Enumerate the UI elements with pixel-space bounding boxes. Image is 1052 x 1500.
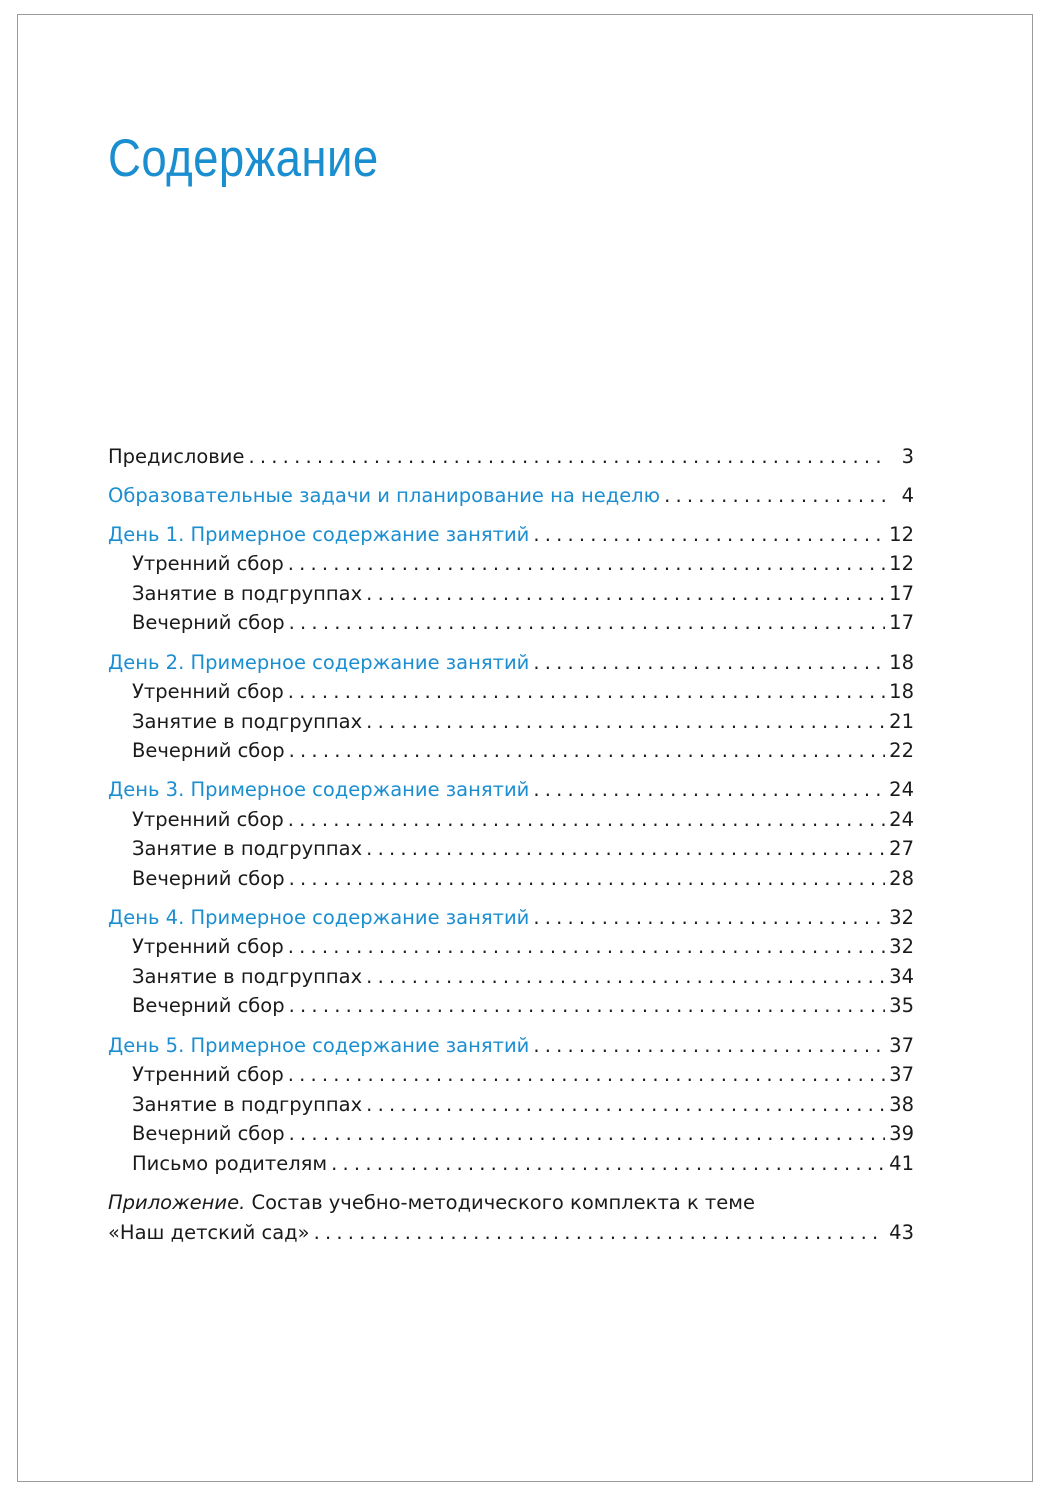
toc-entry-label: Утренний сбор bbox=[132, 935, 284, 958]
toc-page-number: 34 bbox=[889, 965, 914, 988]
toc-entry-day-4-subgroups[interactable] bbox=[132, 964, 914, 990]
toc-entry-label: Утренний сбор bbox=[132, 680, 284, 703]
toc-entry-day-4-evening[interactable] bbox=[132, 993, 914, 1019]
toc-entry-label: Вечерний сбор bbox=[132, 739, 285, 762]
toc-entry-letter-to-parents[interactable] bbox=[132, 1151, 914, 1177]
toc-entry-label: День 2. Примерное содержание занятий bbox=[108, 651, 530, 674]
toc-page-number: 32 bbox=[889, 906, 914, 929]
toc-page-number: 17 bbox=[889, 582, 914, 605]
toc-leader-dots bbox=[533, 522, 885, 548]
toc-page-number: 28 bbox=[889, 867, 914, 890]
toc-entry-label: Занятие в подгруппах bbox=[132, 965, 363, 988]
toc-leader-dots bbox=[289, 1121, 886, 1147]
toc-entry-label: Вечерний сбор bbox=[132, 611, 285, 634]
toc-entry-label: Вечерний сбор bbox=[132, 1122, 285, 1145]
appendix-description: Состав учебно-методического комплекта к теме bbox=[251, 1191, 755, 1214]
toc-leader-dots bbox=[288, 679, 885, 705]
toc-page-number: 17 bbox=[889, 611, 914, 634]
appendix-prefix: Приложение. bbox=[108, 1191, 246, 1214]
toc-page-number: 24 bbox=[889, 808, 914, 831]
toc-entry-label: Утренний сбор bbox=[132, 1063, 284, 1086]
toc-entry-day-5-subgroups[interactable] bbox=[132, 1092, 914, 1118]
page-title: Содержание bbox=[108, 129, 379, 188]
toc-page-number: 12 bbox=[889, 523, 914, 546]
toc-leader-dots bbox=[289, 738, 886, 764]
toc-leader-dots bbox=[366, 964, 885, 990]
toc-entry-day-2-subgroups[interactable] bbox=[132, 709, 914, 735]
toc-entry-day-3-morning[interactable] bbox=[132, 807, 914, 833]
toc-page-number: 21 bbox=[889, 710, 914, 733]
toc-leader-dots bbox=[533, 1033, 885, 1059]
toc-entry-tasks[interactable] bbox=[108, 483, 914, 509]
toc-entry-day-1-subgroups[interactable] bbox=[132, 581, 914, 607]
toc-page-number: 12 bbox=[889, 552, 914, 575]
toc-page-number: 3 bbox=[901, 445, 914, 468]
toc-leader-dots bbox=[366, 836, 885, 862]
toc-appendix-line-2[interactable] bbox=[108, 1220, 914, 1246]
toc-leader-dots bbox=[331, 1151, 885, 1177]
toc-entry-day-1[interactable] bbox=[108, 522, 914, 548]
toc-entry-day-2-morning[interactable] bbox=[132, 679, 914, 705]
toc-entry-day-2[interactable] bbox=[108, 650, 914, 676]
toc-entry-day-4-morning[interactable] bbox=[132, 934, 914, 960]
toc-page-number: 35 bbox=[889, 994, 914, 1017]
toc-appendix-line-1[interactable] bbox=[108, 1190, 755, 1216]
toc-leader-dots bbox=[366, 1092, 885, 1118]
toc-leader-dots bbox=[288, 1062, 885, 1088]
toc-page-number: 39 bbox=[889, 1122, 914, 1145]
toc-leader-dots bbox=[533, 905, 885, 931]
toc-entry-day-3-evening[interactable] bbox=[132, 866, 914, 892]
toc-leader-dots bbox=[533, 650, 885, 676]
toc-page-number: 18 bbox=[889, 680, 914, 703]
toc-page-number: 27 bbox=[889, 837, 914, 860]
toc-entry-label: Образовательные задачи и планирование на неделю bbox=[108, 484, 661, 507]
toc-page-number: 18 bbox=[889, 651, 914, 674]
toc-entry-day-3[interactable] bbox=[108, 777, 914, 803]
toc-entry-label: День 1. Примерное содержание занятий bbox=[108, 523, 530, 546]
toc-leader-dots bbox=[289, 993, 886, 1019]
toc-leader-dots bbox=[366, 581, 885, 607]
toc-page-number: 22 bbox=[889, 739, 914, 762]
toc-entry-label: Вечерний сбор bbox=[132, 994, 285, 1017]
toc-entry-label: Занятие в подгруппах bbox=[132, 710, 363, 733]
toc-entry-day-2-evening[interactable] bbox=[132, 738, 914, 764]
toc-leader-dots bbox=[533, 777, 885, 803]
toc-entry-day-5-evening[interactable] bbox=[132, 1121, 914, 1147]
toc-page-number: 37 bbox=[889, 1034, 914, 1057]
toc-page-number: 32 bbox=[889, 935, 914, 958]
toc-entry-day-5-morning[interactable] bbox=[132, 1062, 914, 1088]
toc-entry-label: «Наш детский сад» bbox=[108, 1221, 310, 1244]
toc-entry-label: День 3. Примерное содержание занятий bbox=[108, 778, 530, 801]
toc-page-number: 37 bbox=[889, 1063, 914, 1086]
toc-entry-day-1-evening[interactable] bbox=[132, 610, 914, 636]
toc-entry-label: Занятие в подгруппах bbox=[132, 837, 363, 860]
toc-page-number: 41 bbox=[889, 1152, 914, 1175]
toc-leader-dots bbox=[288, 934, 885, 960]
toc-leader-dots bbox=[288, 551, 885, 577]
toc-entry-label: Вечерний сбор bbox=[132, 867, 285, 890]
toc-entry-label: Занятие в подгруппах bbox=[132, 582, 363, 605]
toc-leader-dots bbox=[314, 1220, 886, 1246]
toc-leader-dots bbox=[664, 483, 888, 509]
toc-page-number: 43 bbox=[889, 1221, 914, 1244]
toc-entry-label: Предисловие bbox=[108, 445, 245, 468]
toc-leader-dots bbox=[289, 610, 886, 636]
toc-entry-label: Занятие в подгруппах bbox=[132, 1093, 363, 1116]
toc-entry-label: Утренний сбор bbox=[132, 808, 284, 831]
toc-entry-label: День 4. Примерное содержание занятий bbox=[108, 906, 530, 929]
toc-entry-day-4[interactable] bbox=[108, 905, 914, 931]
toc-entry-label: День 5. Примерное содержание занятий bbox=[108, 1034, 530, 1057]
toc-entry-label: Утренний сбор bbox=[132, 552, 284, 575]
toc-leader-dots bbox=[288, 807, 885, 833]
toc-page-number: 38 bbox=[889, 1093, 914, 1116]
toc-page-number: 4 bbox=[901, 484, 914, 507]
toc-entry-label: Письмо родителям bbox=[132, 1152, 328, 1175]
toc-leader-dots bbox=[289, 866, 886, 892]
toc-entry-preface[interactable] bbox=[108, 444, 914, 470]
toc-leader-dots bbox=[248, 444, 888, 470]
toc-entry-day-5[interactable] bbox=[108, 1033, 914, 1059]
toc-entry-day-1-morning[interactable] bbox=[132, 551, 914, 577]
toc-page-number: 24 bbox=[889, 778, 914, 801]
toc-entry-day-3-subgroups[interactable] bbox=[132, 836, 914, 862]
toc-leader-dots bbox=[366, 709, 885, 735]
